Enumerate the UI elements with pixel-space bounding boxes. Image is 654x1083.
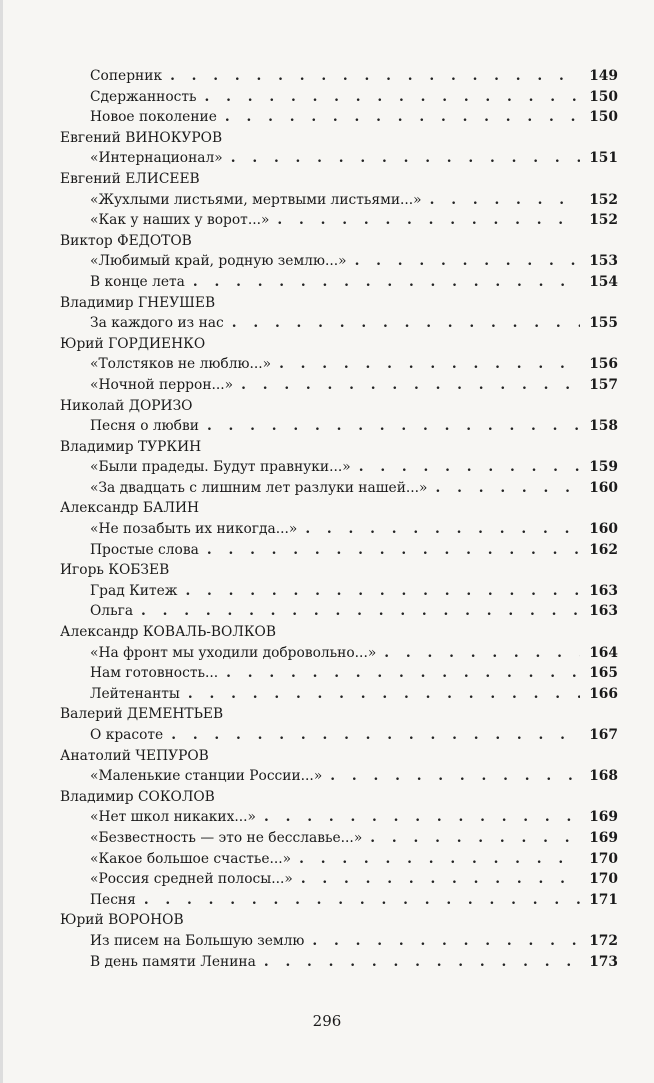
toc-entry-title: Град Китеж — [90, 582, 178, 599]
toc-author: Игорь КОБЗЕВ — [60, 562, 170, 579]
table-of-contents — [58, 66, 618, 972]
dot-leader — [430, 190, 580, 211]
toc-entry-title: «Как у наших у ворот...» — [90, 212, 270, 229]
dot-leader — [144, 890, 580, 911]
toc-entry-title: Нам готовность... — [90, 665, 219, 682]
toc-entry — [58, 313, 618, 334]
toc-entry — [58, 457, 618, 478]
toc-entry-page: 155 — [589, 315, 618, 332]
toc-entry-page: 171 — [589, 891, 618, 908]
toc-entry-title: «Россия средней полосы...» — [90, 871, 293, 888]
dot-leader — [359, 457, 580, 478]
toc-entry-title: Песня о любви — [90, 418, 199, 435]
page-number: 296 — [312, 1012, 342, 1030]
dot-leader — [193, 272, 580, 293]
toc-entry-page: 162 — [589, 541, 618, 558]
toc-entry-page: 150 — [589, 109, 618, 126]
toc-entry-title: «Жухлыми листьями, мертвыми листьями...» — [90, 191, 422, 208]
toc-entry-page: 168 — [589, 768, 618, 785]
toc-entry-title: «Безвестность — это не бесславье...» — [90, 829, 363, 846]
toc-entry-title: «Маленькие станции России...» — [90, 768, 323, 785]
toc-entry — [58, 190, 618, 211]
toc-entry — [58, 663, 618, 684]
toc-entry-page: 165 — [589, 665, 618, 682]
toc-author: Евгений ВИНОКУРОВ — [60, 129, 223, 146]
toc-entry-page: 160 — [589, 521, 618, 538]
toc-entry — [58, 890, 618, 911]
dot-leader — [241, 375, 580, 396]
toc-entry-page: 163 — [589, 603, 618, 620]
toc-entry — [58, 540, 618, 561]
dot-leader — [232, 313, 580, 334]
toc-entry-title: «Были прадеды. Будут правнуки...» — [90, 459, 351, 476]
toc-entry-title: «Толстяков не люблю...» — [90, 356, 272, 373]
toc-entry-page: 159 — [589, 459, 618, 476]
toc-entry-page: 157 — [589, 376, 618, 393]
toc-entry-page: 169 — [589, 829, 618, 846]
dot-leader — [264, 807, 580, 828]
dot-leader — [231, 148, 580, 169]
dot-leader — [384, 643, 580, 664]
toc-entry-title: Новое поколение — [90, 109, 217, 126]
toc-entry-page: 151 — [589, 150, 618, 167]
toc-entry-page: 154 — [589, 273, 618, 290]
dot-leader — [226, 663, 580, 684]
toc-entry-page: 173 — [589, 953, 618, 970]
dot-leader — [170, 66, 580, 87]
toc-entry — [58, 581, 618, 602]
dot-leader — [299, 849, 580, 870]
toc-entry — [58, 210, 618, 231]
dot-leader — [277, 210, 580, 231]
dot-leader — [225, 107, 580, 128]
dot-leader — [141, 601, 580, 622]
toc-author: Юрий ГОРДИЕНКО — [60, 335, 206, 352]
dot-leader — [370, 828, 580, 849]
toc-entry — [58, 375, 618, 396]
toc-entry — [58, 416, 618, 437]
toc-entry-title: За каждого из нас — [90, 315, 224, 332]
toc-entry-title: Из писем на Большую землю — [90, 932, 305, 949]
toc-entry-page: 163 — [589, 582, 618, 599]
toc-entry-page: 156 — [589, 356, 618, 373]
toc-author: Валерий ДЕМЕНТЬЕВ — [60, 706, 224, 723]
page-edge — [0, 0, 3, 1083]
toc-entry-page: 166 — [589, 685, 618, 702]
toc-author: Александр КОВАЛЬ-ВОЛКОВ — [60, 624, 277, 641]
toc-entry — [58, 272, 618, 293]
toc-entry — [58, 869, 618, 890]
dot-leader — [330, 766, 580, 787]
toc-entry — [58, 519, 618, 540]
toc-author: Александр БАЛИН — [60, 500, 200, 517]
toc-entry-page: 167 — [589, 727, 618, 743]
toc-entry — [58, 807, 618, 828]
dot-leader — [264, 952, 580, 973]
toc-author: Виктор ФЕДОТОВ — [60, 232, 192, 249]
toc-entry-title: В конце лета — [90, 273, 185, 290]
toc-entry-page: 158 — [589, 418, 618, 435]
toc-entry-page: 169 — [589, 809, 618, 826]
toc-entry-title: Соперник — [90, 68, 163, 84]
toc-entry-title: «Любимый край, родную землю...» — [90, 253, 347, 270]
toc-entry — [58, 828, 618, 849]
dot-leader — [279, 354, 580, 375]
toc-entry — [58, 354, 618, 375]
toc-entry — [58, 478, 618, 499]
dot-leader — [436, 478, 581, 499]
toc-entry-title: Сдержанность — [90, 88, 197, 105]
toc-entry — [58, 251, 618, 272]
toc-entry — [58, 66, 618, 87]
toc-author: Владимир ГНЕУШЕВ — [60, 294, 216, 311]
toc-entry — [58, 643, 618, 664]
dot-leader — [205, 87, 580, 108]
toc-entry — [58, 107, 618, 128]
toc-author: Владимир СОКОЛОВ — [60, 788, 215, 805]
toc-entry-title: «Нет школ никаких...» — [90, 809, 257, 826]
toc-author: Владимир ТУРКИН — [60, 438, 202, 455]
dot-leader — [207, 540, 580, 561]
toc-entry-title: Лейтенанты — [90, 685, 180, 702]
dot-leader — [185, 581, 580, 602]
toc-entry-title: Простые слова — [90, 541, 199, 558]
toc-entry-title: В день памяти Ленина — [90, 953, 256, 970]
toc-entry — [58, 766, 618, 787]
toc-entry-page: 152 — [589, 191, 618, 208]
toc-entry-title: «На фронт мы уходили добровольно...» — [90, 644, 377, 661]
toc-entry-page: 149 — [589, 68, 618, 84]
toc-entry — [58, 849, 618, 870]
toc-author: Николай ДОРИЗО — [60, 397, 193, 414]
dot-leader — [301, 869, 580, 890]
toc-entry-title: «Не позабыть их никогда...» — [90, 521, 298, 538]
toc-entry — [58, 601, 618, 622]
toc-entry-page: 172 — [589, 932, 618, 949]
toc-author: Юрий ВОРОНОВ — [60, 912, 184, 929]
dot-leader — [171, 725, 580, 746]
toc-entry-page: 170 — [589, 850, 618, 867]
toc-entry-title: Ольга — [90, 603, 134, 620]
toc-entry-title: «Интернационал» — [90, 150, 223, 167]
toc-entry-title: «Какое большое счастье...» — [90, 850, 292, 867]
dot-leader — [305, 519, 580, 540]
toc-entry-page: 170 — [589, 871, 618, 888]
toc-author: Евгений ЕЛИСЕЕВ — [60, 170, 200, 187]
toc-entry — [58, 931, 618, 952]
dot-leader — [312, 931, 580, 952]
toc-entry — [58, 87, 618, 108]
toc-entry-page: 164 — [589, 644, 618, 661]
toc-entry-title: Песня — [90, 891, 136, 908]
toc-entry — [58, 725, 618, 746]
toc-entry-page: 150 — [589, 88, 618, 105]
dot-leader — [355, 251, 580, 272]
toc-entry-title: О красоте — [90, 727, 164, 743]
toc-entry — [58, 952, 618, 973]
toc-entry-page: 153 — [589, 253, 618, 270]
toc-entry-title: «Ночной перрон...» — [90, 376, 234, 393]
dot-leader — [188, 684, 580, 705]
dot-leader — [207, 416, 580, 437]
toc-entry — [58, 684, 618, 705]
toc-entry — [58, 148, 618, 169]
toc-entry-page: 152 — [589, 212, 618, 229]
toc-entry-page: 160 — [589, 479, 618, 496]
toc-entry-title: «За двадцать с лишним лет разлуки нашей...» — [90, 479, 428, 496]
toc-author: Анатолий ЧЕПУРОВ — [60, 747, 209, 764]
